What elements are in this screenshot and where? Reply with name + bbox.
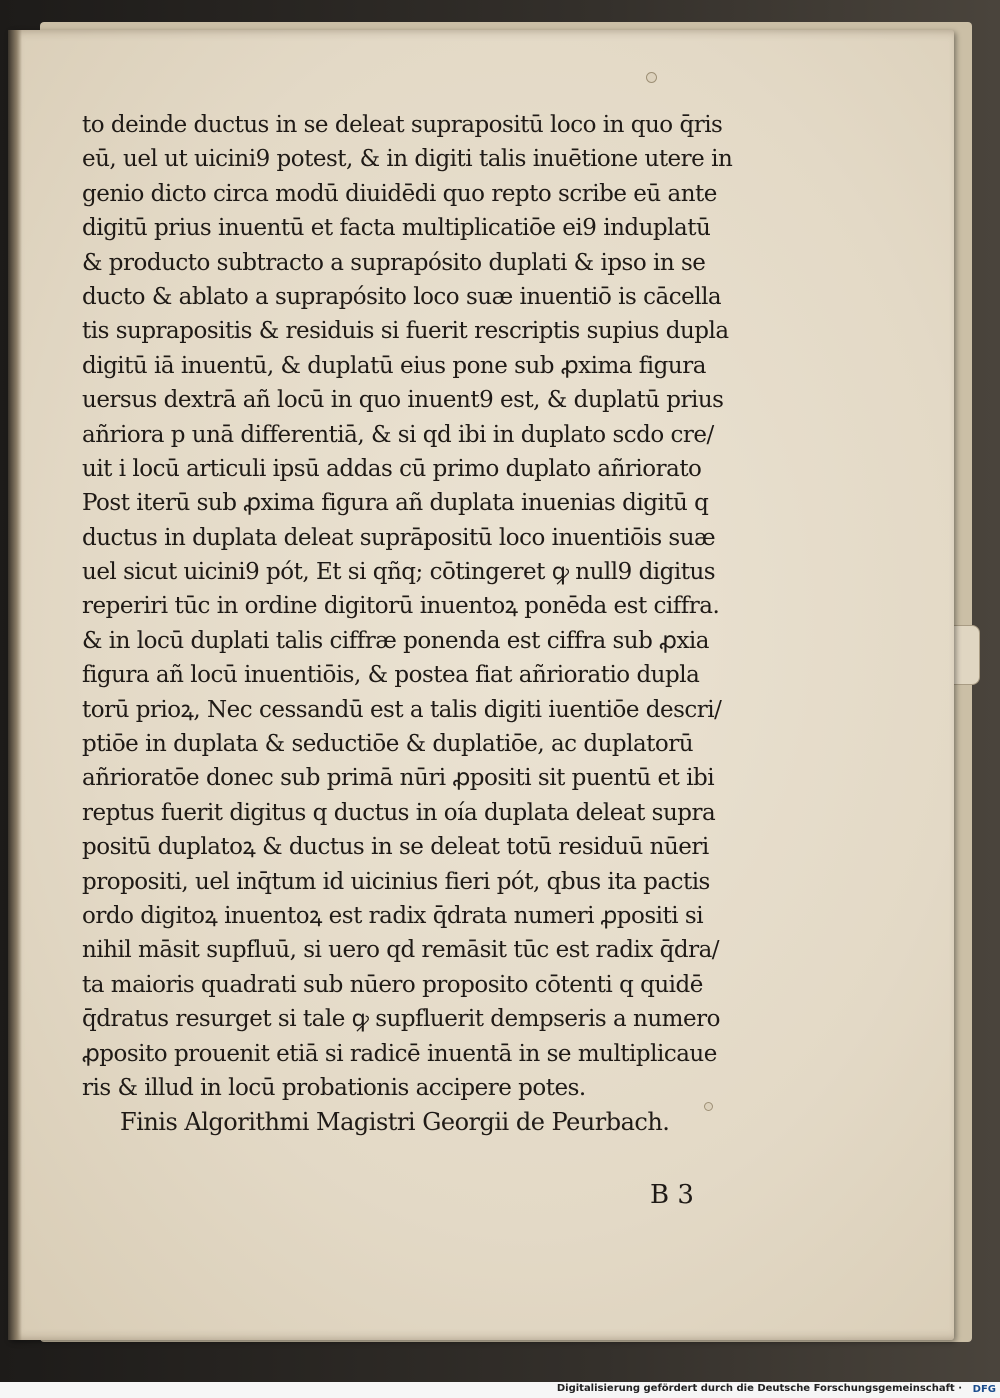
text-line: Post iterū sub ꝓxima figura añ duplata inuenias digitū q [82, 490, 709, 517]
text-line: q̄dratus resurget si tale ꝙ supfluerit dempseris a numero [82, 1006, 720, 1033]
text-line: genio dicto circa modū diuidēdi quo repto scribe eū ante [82, 180, 717, 207]
text-line: uersus dextrā añ locū in quo inuent9 est, & duplatū prius [82, 387, 724, 414]
text-line: digitū prius inuentū et facta multiplicatiōe ei9 induplatū [82, 215, 711, 242]
text-line: ptiōe in duplata & seductiōe & duplatiōe, ac duplatorū [82, 731, 694, 758]
page-gutter [8, 30, 22, 1340]
text-line: torū prioꝝ, Nec cessandū est a talis digiti iuentiōe descri/ [82, 696, 722, 723]
footer-bar [0, 1382, 1000, 1398]
text-body [82, 108, 782, 1140]
text-line: nihil māsit supfluū, si uero qd remāsit tūc est radix q̄dra/ [82, 937, 720, 964]
paper-wormhole [646, 72, 657, 83]
text-line: añriora p unā differentiā, & si qd ibi in duplato scdo cre/ [82, 421, 714, 448]
text-line: positū duplatoꝝ & ductus in se deleat totū residuū nūeri [82, 834, 709, 861]
text-line: añrioratōe donec sub primā nūri ꝓpositi sit puentū et ibi [82, 765, 715, 792]
text-line: uit i locū articuli ipsū addas cū primo duplato añriorato [82, 455, 702, 482]
text-line: reperiri tūc in ordine digitorū inuentoꝝ ponēda est ciffra. [82, 593, 720, 620]
text-line: to deinde ductus in se deleat suprapositū loco in quo q̄ris [82, 112, 723, 138]
text-line: tis suprapositis & residuis si fuerit rescriptis supius dupla [82, 318, 729, 345]
text-line: & producto subtracto a suprapósito duplati & ipso in se [82, 249, 706, 276]
text-line: ordo digitoꝝ inuentoꝝ est radix q̄drata numeri ꝓpositi si [82, 902, 704, 929]
text-line: ta maioris quadrati sub nūero proposito cōtenti q quidē [82, 971, 703, 998]
text-line: & in locū duplati talis ciffræ ponenda est ciffra sub ꝓxia [82, 627, 709, 654]
footer-credit: Digitalisierung gefördert durch die Deutsche Forschungsgemeinschaft · [556, 1383, 962, 1394]
text-line: reptus fuerit digitus q ductus in oía duplata deleat supra [82, 799, 716, 826]
text-line: ꝓposito prouenit etiā si radicē inuentā in se multiplicaue [82, 1040, 717, 1067]
text-line: figura añ locū inuentiōis, & postea fiat añrioratio dupla [82, 662, 700, 689]
text-line: ductus in duplata deleat suprāpositū loco inuentiōis suæ [82, 524, 716, 551]
text-line: uel sicut uicini9 pót, Et si qñq; cōtingeret ꝙ null9 digitus [82, 559, 716, 586]
dfg-logo: DFG [972, 1384, 996, 1395]
text-line: digitū iā inuentū, & duplatū eius pone sub ꝓxima figura [82, 352, 706, 379]
colophon: Finis Algorithmi Magistri Georgii de Peurbach. [120, 1108, 670, 1137]
text-line: ducto & ablato a suprapósito loco suæ inuentiō is cācella [82, 283, 722, 310]
text-line: ris & illud in locū probationis accipere potes. [82, 1074, 586, 1101]
text-line: propositi, uel inq̄tum id uicinius fieri pót, qbus ita pactis [82, 868, 710, 895]
signature-mark: B 3 [650, 1180, 694, 1210]
text-line: eū, uel ut uicini9 potest, & in digiti talis inuētione utere in [82, 146, 733, 173]
